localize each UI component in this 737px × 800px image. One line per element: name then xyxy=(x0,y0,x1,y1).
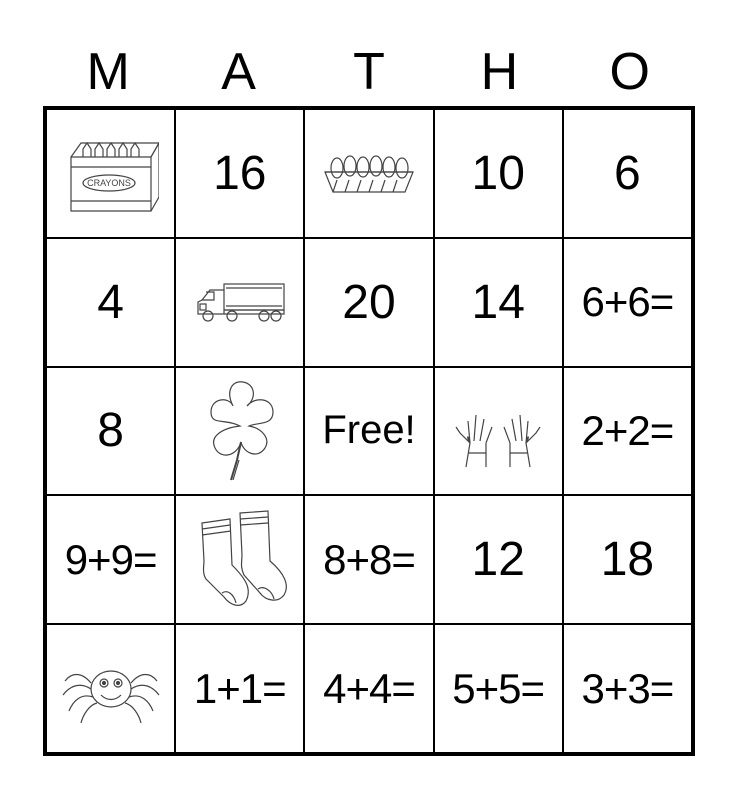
cell-r4-c5[interactable]: 18 xyxy=(563,495,692,624)
cell-r1-c1[interactable] xyxy=(46,109,175,238)
cell-r1-c3[interactable] xyxy=(304,109,433,238)
cell-r2-c2[interactable] xyxy=(175,238,304,367)
cell-r3-c5[interactable]: 2+2= xyxy=(563,367,692,496)
cell-r1-c5[interactable]: 6 xyxy=(563,109,692,238)
cell-r5-c4[interactable]: 5+5= xyxy=(434,624,563,753)
cell-r4-c3[interactable]: 8+8= xyxy=(304,495,433,624)
header-letter-o: O xyxy=(609,43,650,101)
cell-r1-c4[interactable]: 10 xyxy=(434,109,563,238)
cell-r4-c2[interactable] xyxy=(175,495,304,624)
cell-r2-c4[interactable]: 14 xyxy=(434,238,563,367)
header-letter-a: A xyxy=(221,43,256,101)
cell-r2-c5[interactable]: 6+6= xyxy=(563,238,692,367)
header-letter-m: M xyxy=(86,43,130,101)
cell-r5-c1[interactable] xyxy=(46,624,175,753)
cell-r5-c3[interactable]: 4+4= xyxy=(304,624,433,753)
header-letter-t: T xyxy=(353,43,385,101)
cell-r3-c4[interactable] xyxy=(434,367,563,496)
four-leaf-clover-icon xyxy=(195,376,285,486)
socks-icon xyxy=(190,505,290,615)
egg-carton-icon xyxy=(321,148,417,198)
header-letter-h: H xyxy=(480,43,519,101)
cell-r4-c4[interactable]: 12 xyxy=(434,495,563,624)
hands-icon xyxy=(448,391,548,471)
cell-r5-c2[interactable]: 1+1= xyxy=(175,624,304,753)
crayons-label: CRAYONS xyxy=(86,178,131,189)
cell-r3-c1[interactable]: 8 xyxy=(46,367,175,496)
cell-r1-c2[interactable]: 16 xyxy=(175,109,304,238)
cell-free[interactable]: Free! xyxy=(304,367,433,496)
spider-icon xyxy=(61,653,161,725)
cell-r2-c3[interactable]: 20 xyxy=(304,238,433,367)
cell-r4-c1[interactable]: 9+9= xyxy=(46,495,175,624)
bingo-board xyxy=(43,106,695,756)
cell-r2-c1[interactable]: 4 xyxy=(46,238,175,367)
cell-r3-c2[interactable] xyxy=(175,367,304,496)
truck-icon xyxy=(194,278,286,326)
bingo-header xyxy=(43,42,695,102)
crayons-box-icon xyxy=(63,131,159,215)
cell-r5-c5[interactable]: 3+3= xyxy=(563,624,692,753)
